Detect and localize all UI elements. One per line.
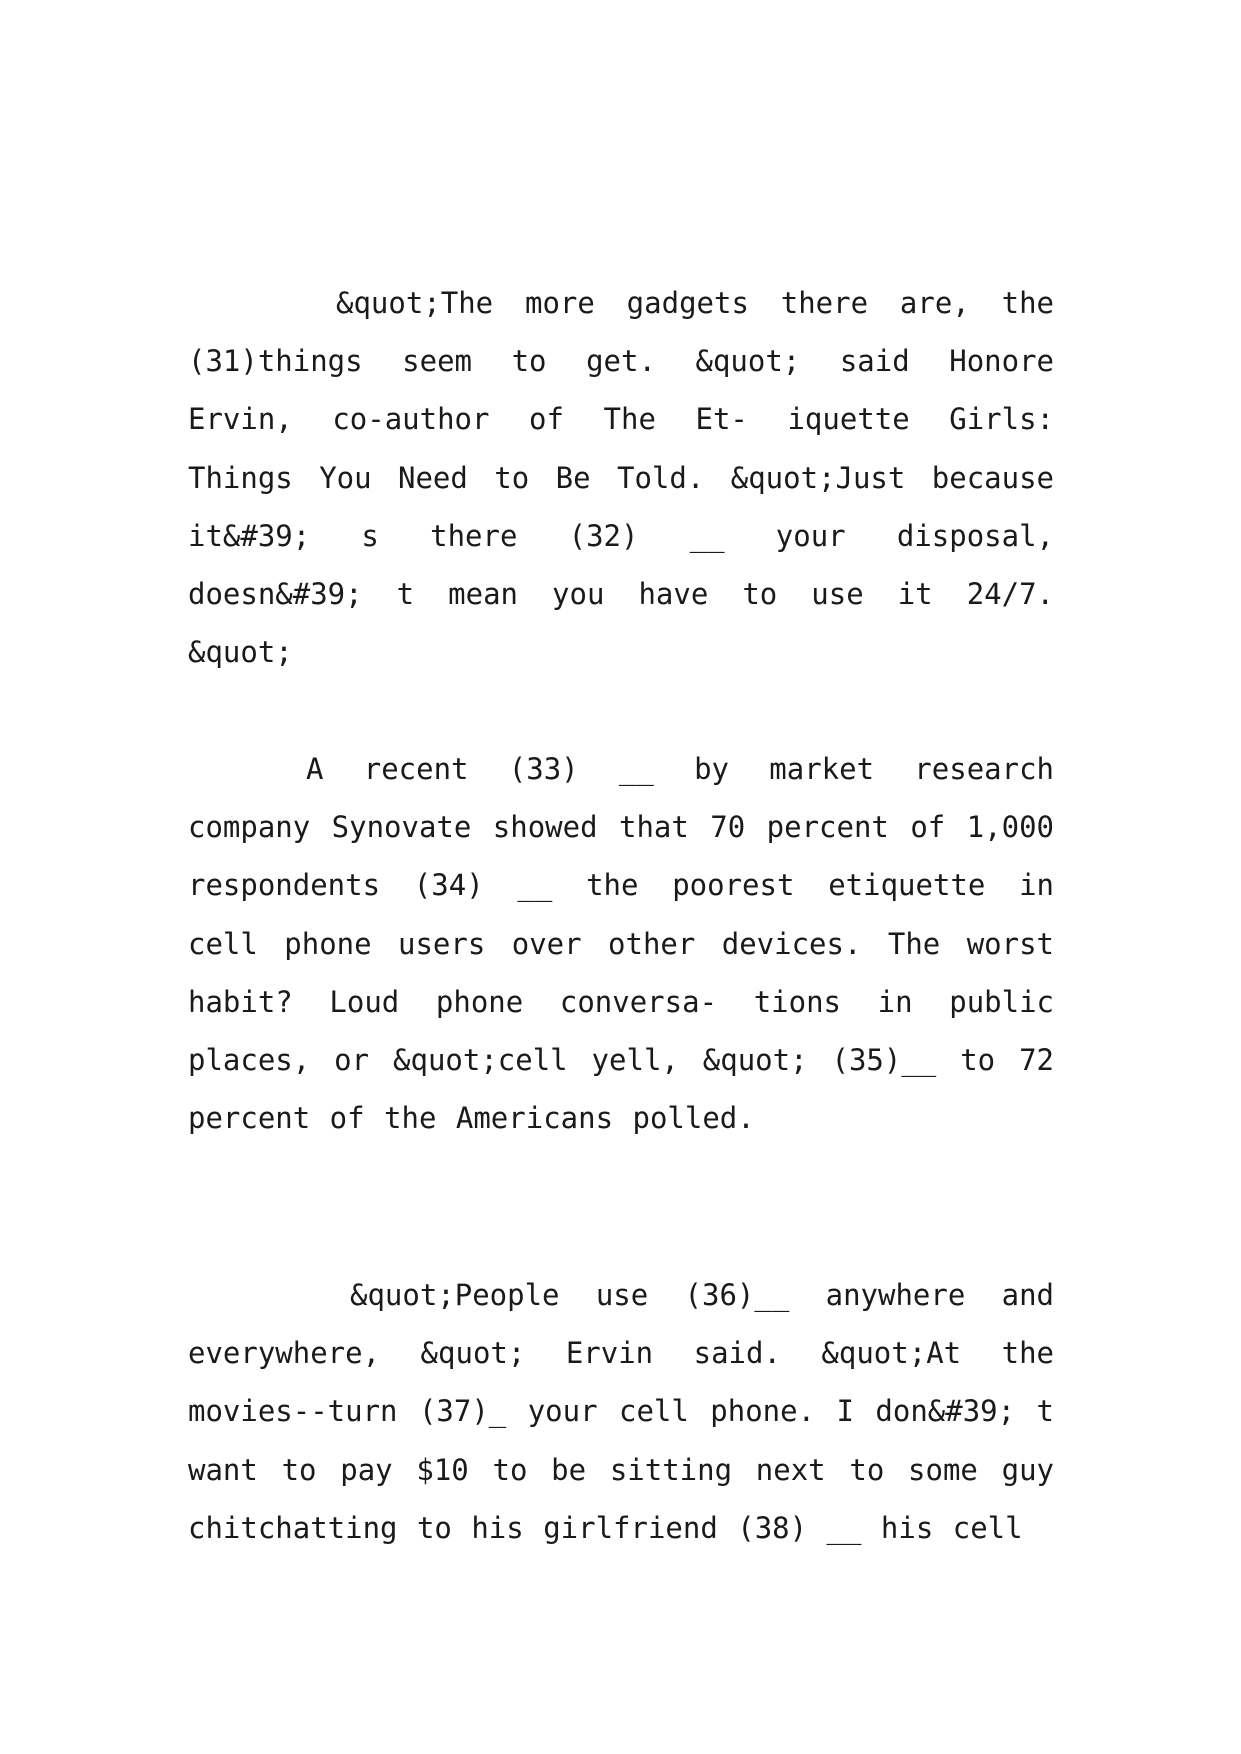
paragraph-movies-etiquette: &quot;People use (36)__ anywhere and everywhere, &quot; Ervin said. &quot;At the movies--turn (37)_ your cell phone. I don&#39; t want to pay $10 to be sitting next to some guy chitchatting to his girlfriend (38) __ his cell <box>188 1278 1054 1545</box>
paragraph-gadgets-quote: &quot;The more gadgets there are, the (31)things seem to get. &quot; said Honore Ervin, co-author of The Et- iquette Girls: Things You Need to Be Told. &quot;Just because it&#39; s there (32) __ your disposal, doesn&#39; t mean you have to use it 24/7. &quot; <box>188 286 1054 670</box>
paragraph-synovate-survey: A recent (33) __ by market research company Synovate showed that 70 percent of 1,000 respondents (34) __ the poorest etiquette in cell phone users over other devices. The worst habit? Loud phone conversa- tions in public places, or &quot;cell yell, &quot; (35)__ to 72 percent of the Americans polled. <box>188 752 1054 1136</box>
